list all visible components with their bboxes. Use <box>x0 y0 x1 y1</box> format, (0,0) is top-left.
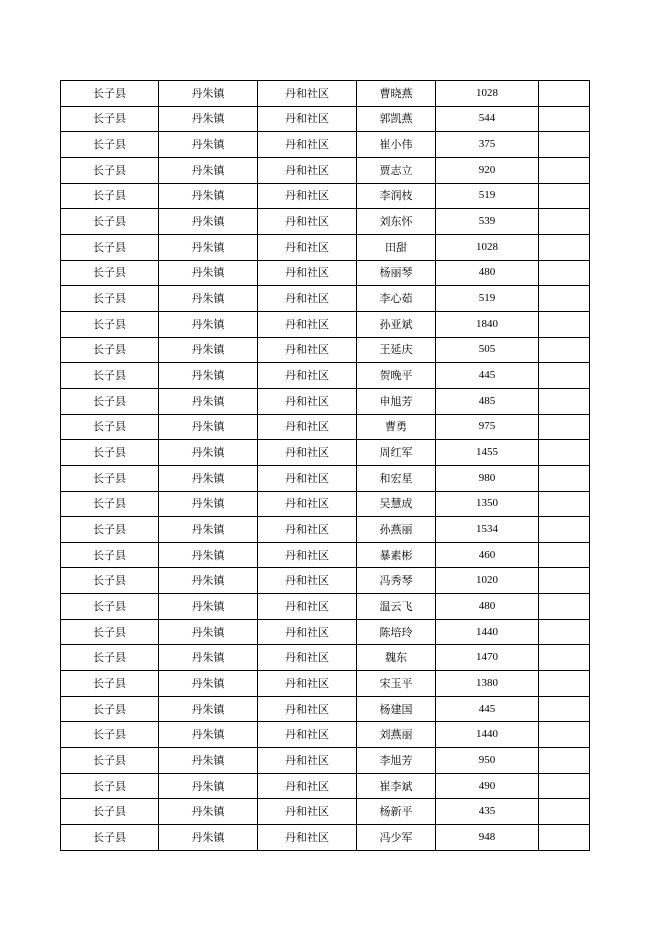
note-cell <box>539 388 590 414</box>
name-cell: 宋玉平 <box>357 671 436 697</box>
county-cell: 长子县 <box>61 337 159 363</box>
table-row <box>61 286 590 312</box>
name-cell: 贺晚平 <box>357 363 436 389</box>
town-cell: 丹朱镇 <box>159 748 258 774</box>
table-row <box>61 671 590 697</box>
amount-cell: 1440 <box>436 722 539 748</box>
table-body <box>61 81 590 851</box>
amount-cell: 485 <box>436 388 539 414</box>
name-cell: 杨丽琴 <box>357 260 436 286</box>
name-cell: 李旭芳 <box>357 748 436 774</box>
amount-cell: 1020 <box>436 568 539 594</box>
town-cell: 丹朱镇 <box>159 645 258 671</box>
town-cell: 丹朱镇 <box>159 157 258 183</box>
name-cell: 崔小伟 <box>357 132 436 158</box>
community-cell: 丹和社区 <box>258 183 357 209</box>
name-cell: 冯少军 <box>357 825 436 851</box>
note-cell <box>539 106 590 132</box>
town-cell: 丹朱镇 <box>159 286 258 312</box>
town-cell: 丹朱镇 <box>159 106 258 132</box>
county-cell: 长子县 <box>61 825 159 851</box>
amount-cell: 948 <box>436 825 539 851</box>
amount-cell: 544 <box>436 106 539 132</box>
name-cell: 李润枝 <box>357 183 436 209</box>
name-cell: 刘燕丽 <box>357 722 436 748</box>
note-cell <box>539 260 590 286</box>
community-cell: 丹和社区 <box>258 594 357 620</box>
amount-cell: 1350 <box>436 491 539 517</box>
county-cell: 长子县 <box>61 311 159 337</box>
town-cell: 丹朱镇 <box>159 260 258 286</box>
community-cell: 丹和社区 <box>258 722 357 748</box>
note-cell <box>539 645 590 671</box>
town-cell: 丹朱镇 <box>159 234 258 260</box>
note-cell <box>539 568 590 594</box>
name-cell: 孙燕丽 <box>357 517 436 543</box>
amount-cell: 920 <box>436 157 539 183</box>
name-cell: 温云飞 <box>357 594 436 620</box>
amount-cell: 1028 <box>436 234 539 260</box>
county-cell: 长子县 <box>61 799 159 825</box>
note-cell <box>539 234 590 260</box>
note-cell <box>539 696 590 722</box>
town-cell: 丹朱镇 <box>159 671 258 697</box>
town-cell: 丹朱镇 <box>159 594 258 620</box>
note-cell <box>539 209 590 235</box>
county-cell: 长子县 <box>61 722 159 748</box>
amount-cell: 1380 <box>436 671 539 697</box>
amount-cell: 1534 <box>436 517 539 543</box>
community-cell: 丹和社区 <box>258 568 357 594</box>
community-cell: 丹和社区 <box>258 157 357 183</box>
note-cell <box>539 594 590 620</box>
amount-cell: 435 <box>436 799 539 825</box>
county-cell: 长子县 <box>61 286 159 312</box>
note-cell <box>539 414 590 440</box>
community-cell: 丹和社区 <box>258 209 357 235</box>
amount-cell: 950 <box>436 748 539 774</box>
table-row <box>61 311 590 337</box>
community-cell: 丹和社区 <box>258 106 357 132</box>
community-cell: 丹和社区 <box>258 414 357 440</box>
note-cell <box>539 748 590 774</box>
town-cell: 丹朱镇 <box>159 440 258 466</box>
county-cell: 长子县 <box>61 619 159 645</box>
table-row <box>61 157 590 183</box>
name-cell: 崔李斌 <box>357 773 436 799</box>
county-cell: 长子县 <box>61 568 159 594</box>
community-cell: 丹和社区 <box>258 132 357 158</box>
county-cell: 长子县 <box>61 748 159 774</box>
note-cell <box>539 722 590 748</box>
county-cell: 长子县 <box>61 645 159 671</box>
table-row <box>61 183 590 209</box>
community-cell: 丹和社区 <box>258 825 357 851</box>
town-cell: 丹朱镇 <box>159 388 258 414</box>
amount-cell: 445 <box>436 363 539 389</box>
table-row <box>61 517 590 543</box>
amount-cell: 1440 <box>436 619 539 645</box>
county-cell: 长子县 <box>61 363 159 389</box>
county-cell: 长子县 <box>61 517 159 543</box>
amount-cell: 480 <box>436 260 539 286</box>
name-cell: 暴素彬 <box>357 542 436 568</box>
table-row <box>61 81 590 107</box>
table-row <box>61 799 590 825</box>
name-cell: 曹勇 <box>357 414 436 440</box>
community-cell: 丹和社区 <box>258 286 357 312</box>
county-cell: 长子县 <box>61 440 159 466</box>
town-cell: 丹朱镇 <box>159 209 258 235</box>
community-cell: 丹和社区 <box>258 440 357 466</box>
name-cell: 贾志立 <box>357 157 436 183</box>
town-cell: 丹朱镇 <box>159 337 258 363</box>
table-row <box>61 619 590 645</box>
name-cell: 杨新平 <box>357 799 436 825</box>
name-cell: 吴慧成 <box>357 491 436 517</box>
data-table <box>60 80 590 851</box>
note-cell <box>539 465 590 491</box>
community-cell: 丹和社区 <box>258 645 357 671</box>
county-cell: 长子县 <box>61 465 159 491</box>
town-cell: 丹朱镇 <box>159 81 258 107</box>
community-cell: 丹和社区 <box>258 363 357 389</box>
county-cell: 长子县 <box>61 183 159 209</box>
amount-cell: 1840 <box>436 311 539 337</box>
note-cell <box>539 132 590 158</box>
table-row <box>61 722 590 748</box>
town-cell: 丹朱镇 <box>159 132 258 158</box>
name-cell: 陈培玲 <box>357 619 436 645</box>
amount-cell: 375 <box>436 132 539 158</box>
name-cell: 杨建国 <box>357 696 436 722</box>
note-cell <box>539 337 590 363</box>
town-cell: 丹朱镇 <box>159 465 258 491</box>
community-cell: 丹和社区 <box>258 337 357 363</box>
amount-cell: 980 <box>436 465 539 491</box>
town-cell: 丹朱镇 <box>159 517 258 543</box>
county-cell: 长子县 <box>61 491 159 517</box>
amount-cell: 975 <box>436 414 539 440</box>
community-cell: 丹和社区 <box>258 671 357 697</box>
note-cell <box>539 157 590 183</box>
table-row <box>61 542 590 568</box>
town-cell: 丹朱镇 <box>159 825 258 851</box>
name-cell: 李心茹 <box>357 286 436 312</box>
county-cell: 长子县 <box>61 81 159 107</box>
community-cell: 丹和社区 <box>258 234 357 260</box>
town-cell: 丹朱镇 <box>159 311 258 337</box>
table-row <box>61 440 590 466</box>
name-cell: 曹晓燕 <box>357 81 436 107</box>
town-cell: 丹朱镇 <box>159 619 258 645</box>
community-cell: 丹和社区 <box>258 696 357 722</box>
note-cell <box>539 491 590 517</box>
amount-cell: 445 <box>436 696 539 722</box>
table-row <box>61 132 590 158</box>
table-row <box>61 825 590 851</box>
note-cell <box>539 517 590 543</box>
community-cell: 丹和社区 <box>258 542 357 568</box>
table-row <box>61 748 590 774</box>
amount-cell: 539 <box>436 209 539 235</box>
note-cell <box>539 81 590 107</box>
county-cell: 长子县 <box>61 260 159 286</box>
table-row <box>61 773 590 799</box>
community-cell: 丹和社区 <box>258 799 357 825</box>
note-cell <box>539 799 590 825</box>
community-cell: 丹和社区 <box>258 260 357 286</box>
table-row <box>61 568 590 594</box>
community-cell: 丹和社区 <box>258 311 357 337</box>
town-cell: 丹朱镇 <box>159 491 258 517</box>
table-row <box>61 260 590 286</box>
name-cell: 孙亚斌 <box>357 311 436 337</box>
community-cell: 丹和社区 <box>258 517 357 543</box>
town-cell: 丹朱镇 <box>159 696 258 722</box>
table-row <box>61 363 590 389</box>
town-cell: 丹朱镇 <box>159 183 258 209</box>
amount-cell: 1455 <box>436 440 539 466</box>
note-cell <box>539 671 590 697</box>
table-row <box>61 491 590 517</box>
community-cell: 丹和社区 <box>258 773 357 799</box>
county-cell: 长子县 <box>61 773 159 799</box>
town-cell: 丹朱镇 <box>159 542 258 568</box>
note-cell <box>539 183 590 209</box>
name-cell: 王延庆 <box>357 337 436 363</box>
town-cell: 丹朱镇 <box>159 773 258 799</box>
table-row <box>61 645 590 671</box>
county-cell: 长子县 <box>61 106 159 132</box>
community-cell: 丹和社区 <box>258 491 357 517</box>
name-cell: 郭凯燕 <box>357 106 436 132</box>
note-cell <box>539 286 590 312</box>
community-cell: 丹和社区 <box>258 388 357 414</box>
town-cell: 丹朱镇 <box>159 799 258 825</box>
county-cell: 长子县 <box>61 671 159 697</box>
county-cell: 长子县 <box>61 542 159 568</box>
note-cell <box>539 363 590 389</box>
town-cell: 丹朱镇 <box>159 722 258 748</box>
note-cell <box>539 773 590 799</box>
amount-cell: 1470 <box>436 645 539 671</box>
county-cell: 长子县 <box>61 157 159 183</box>
county-cell: 长子县 <box>61 209 159 235</box>
name-cell: 田甜 <box>357 234 436 260</box>
town-cell: 丹朱镇 <box>159 414 258 440</box>
table-row <box>61 594 590 620</box>
community-cell: 丹和社区 <box>258 619 357 645</box>
town-cell: 丹朱镇 <box>159 363 258 389</box>
amount-cell: 480 <box>436 594 539 620</box>
county-cell: 长子县 <box>61 388 159 414</box>
name-cell: 魏东 <box>357 645 436 671</box>
amount-cell: 519 <box>436 286 539 312</box>
amount-cell: 519 <box>436 183 539 209</box>
table-row <box>61 388 590 414</box>
county-cell: 长子县 <box>61 594 159 620</box>
table-row <box>61 696 590 722</box>
county-cell: 长子县 <box>61 696 159 722</box>
name-cell: 申旭芳 <box>357 388 436 414</box>
community-cell: 丹和社区 <box>258 81 357 107</box>
amount-cell: 460 <box>436 542 539 568</box>
name-cell: 周红军 <box>357 440 436 466</box>
name-cell: 刘东怀 <box>357 209 436 235</box>
table-row <box>61 234 590 260</box>
note-cell <box>539 619 590 645</box>
name-cell: 冯秀琴 <box>357 568 436 594</box>
table-row <box>61 209 590 235</box>
amount-cell: 490 <box>436 773 539 799</box>
county-cell: 长子县 <box>61 132 159 158</box>
county-cell: 长子县 <box>61 234 159 260</box>
community-cell: 丹和社区 <box>258 465 357 491</box>
table-row <box>61 337 590 363</box>
note-cell <box>539 825 590 851</box>
community-cell: 丹和社区 <box>258 748 357 774</box>
amount-cell: 1028 <box>436 81 539 107</box>
note-cell <box>539 542 590 568</box>
table-row <box>61 106 590 132</box>
note-cell <box>539 311 590 337</box>
county-cell: 长子县 <box>61 414 159 440</box>
amount-cell: 505 <box>436 337 539 363</box>
table-row <box>61 414 590 440</box>
note-cell <box>539 440 590 466</box>
table-row <box>61 465 590 491</box>
name-cell: 和宏星 <box>357 465 436 491</box>
town-cell: 丹朱镇 <box>159 568 258 594</box>
